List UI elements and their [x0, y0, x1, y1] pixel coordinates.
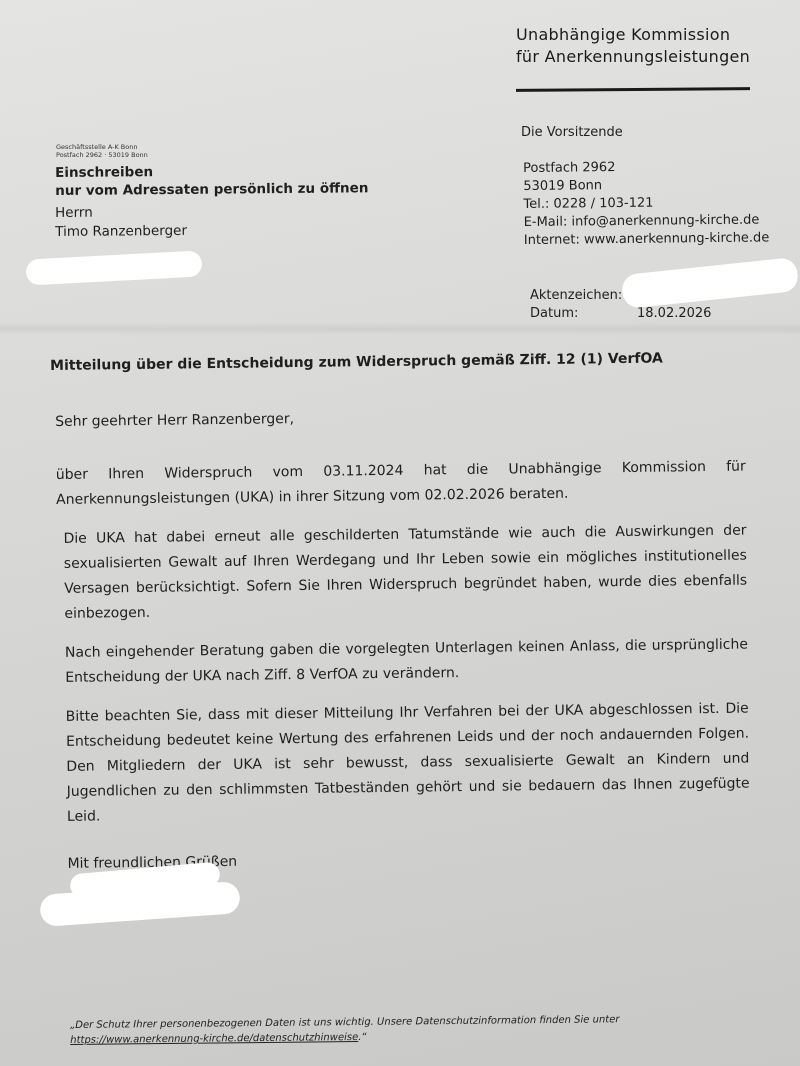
organization-name-line2: für Anerkennungsleistungen	[516, 47, 751, 66]
letter-body	[55, 402, 751, 877]
delivery-instruction: nur vom Adressaten persönlich zu öffnen	[55, 180, 369, 199]
redaction-signature-name	[39, 881, 241, 927]
redaction-address	[25, 250, 202, 285]
organization-name-line1: Unabhängige Kommission	[516, 25, 731, 44]
delivery-notice	[55, 161, 368, 200]
footer-end: .“	[358, 1031, 367, 1043]
reference-block	[530, 287, 712, 323]
paragraph-4: Bitte beachten Sie, dass mit dieser Mitteilung Ihr Verfahren bei der UKA abgeschlossen ist. Die Entscheidung bedeutet keine Wertung des erfahrenen Leids und der noch andauernden Folgen. Den Mitgliedern der UKA ist sehr bewusst, dass sexualisierte Gewalt an Kindern und Jugendlichen zu den schlimmsten Tatbeständen gehört und sie bedauern das Ihnen zugefügte Leid.	[65, 700, 750, 825]
recipient-salutation: Herrn	[55, 204, 93, 221]
contact-email: E-Mail: info@anerkennung-kirche.de	[523, 212, 760, 230]
sender-line2: Postfach 2962 · 53019 Bonn	[56, 151, 148, 159]
delivery-type: Einschreiben	[55, 164, 154, 181]
chair-title: Die Vorsitzende	[521, 125, 623, 140]
contact-internet: Internet: www.anerkennung-kirche.de	[523, 230, 770, 248]
letter-subject: Mitteilung über die Entscheidung zum Widerspruch gemäß Ziff. 12 (1) VerfOA	[50, 350, 663, 374]
letter-greeting: Sehr geehrter Herr Ranzenberger,	[55, 411, 295, 430]
paragraph-2: Die UKA hat dabei erneut alle geschilderten Tatumstände wie auch die Auswirkungen der sexualisierten Gewalt auf Ihren Werdegang und Ihr Leben sowie ein mögliches institutionelles Versagen berücksichtigt. Sofern Sie Ihren Widerspruch begründet haben, wurde dies ebenfalls einbezogen.	[63, 522, 748, 622]
letter-date: 18.02.2026	[637, 306, 712, 321]
privacy-footer	[70, 1012, 620, 1048]
reference-label: Aktenzeichen:	[530, 288, 623, 303]
paragraph-3: Nach eingehender Beratung gaben die vorgelegten Unterlagen keinen Anlass, die ursprüngliche Entscheidung der UKA nach Ziff. 8 VerfOA zu verändern.	[64, 636, 749, 686]
contact-pobox: Postfach 2962	[523, 160, 616, 176]
date-label: Datum:	[530, 306, 579, 321]
redaction-reference	[621, 257, 800, 309]
recipient-name: Timo Ranzenberger	[55, 222, 188, 240]
contact-block	[523, 157, 769, 250]
paragraph-1: über Ihren Widerspruch vom 03.11.2024 hat die Unabhängige Kommission für Anerkennungsleistungen (UKA) in ihrer Sitzung vom 02.02.2026 beraten.	[55, 458, 746, 508]
letter-closing: Mit freundlichen Grüßen	[67, 853, 238, 872]
contact-city: 53019 Bonn	[523, 178, 603, 194]
contact-phone: Tel.: 0228 / 103-121	[523, 195, 654, 212]
paper-fold	[0, 322, 800, 336]
privacy-link[interactable]: https://www.anerkennung-kirche.de/datenschutzhinweise	[70, 1031, 359, 1046]
organization-name	[516, 24, 750, 68]
sender-line1: Geschäftsstelle A-K Bonn	[56, 143, 138, 151]
letterhead-rule	[516, 87, 750, 92]
sender-return-address	[56, 143, 148, 159]
recipient-address	[55, 203, 187, 242]
footer-text: „Der Schutz Ihrer personenbezogenen Daten ist uns wichtig. Unsere Datenschutzinformation finden Sie unter	[70, 1014, 620, 1031]
